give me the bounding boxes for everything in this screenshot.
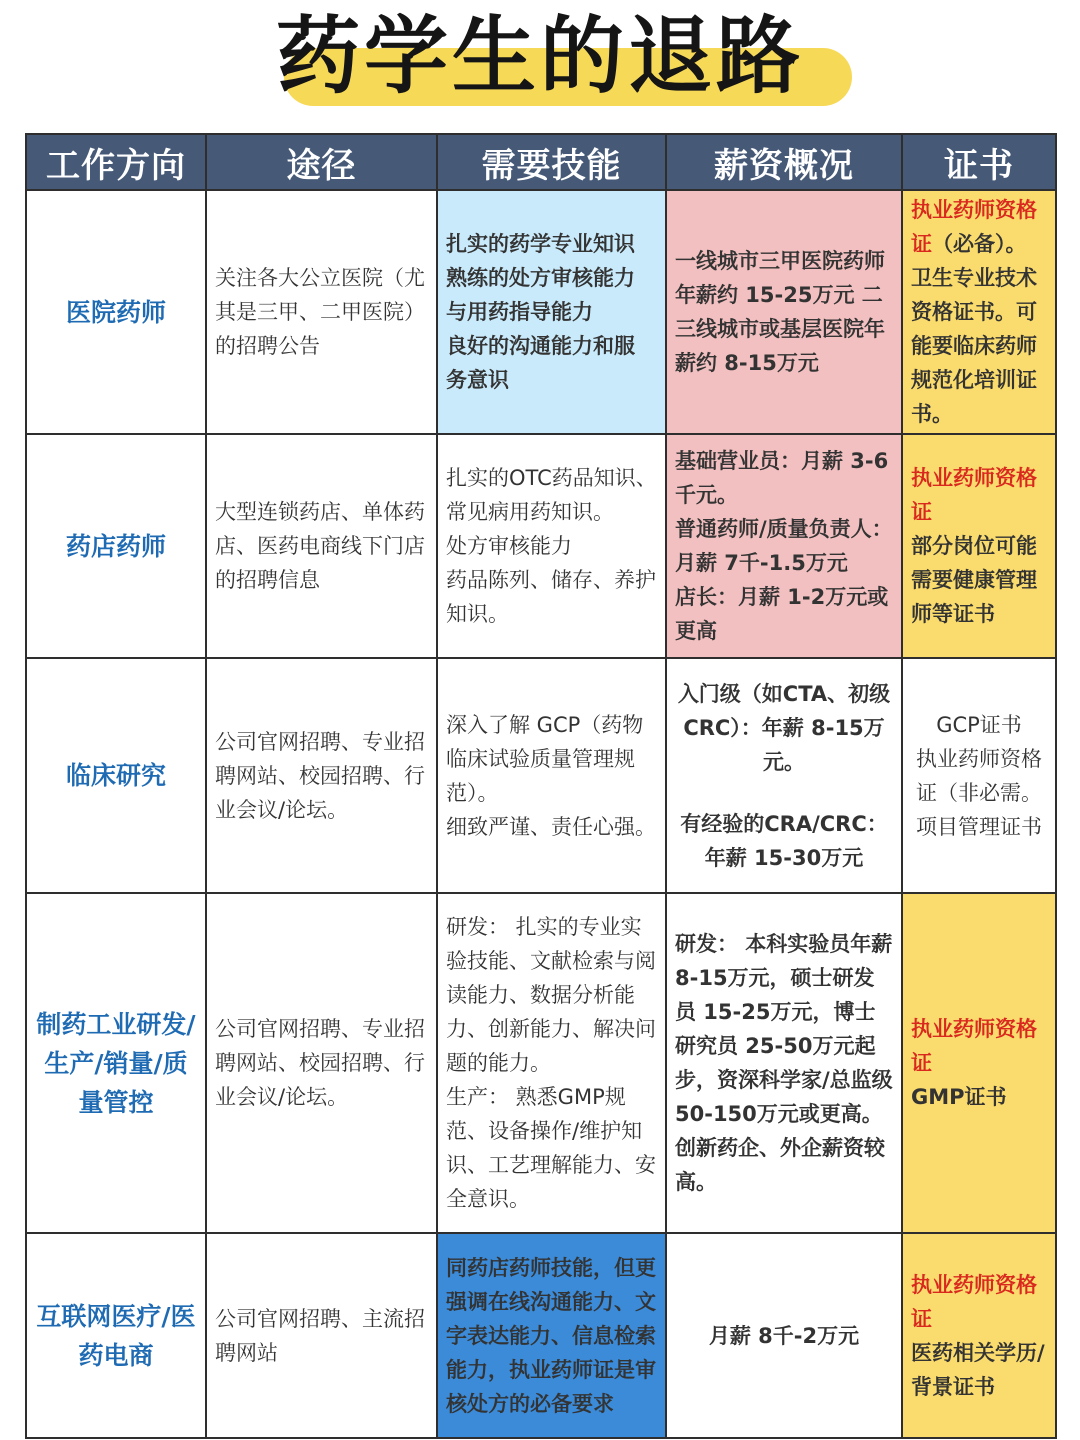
salary-cell: 研发： 本科实验员年薪 8-15万元，硕士研发员 15-25万元，博士研究员 25-50万元起步，资深科学家/总监级 50-150万元或更高。创新药企、外企薪资较高。 <box>666 893 902 1233</box>
skills-cell: 同药店药师技能，但更强调在线沟通能力、文字表达能力、信息检索能力，执业药师证是审核处方的必备要求 <box>437 1233 666 1438</box>
cert-cell <box>902 658 1056 893</box>
career-table <box>25 133 1057 1439</box>
cert-highlight: 执业药师资格证 <box>911 466 1037 524</box>
cert-text: 项目管理证书 <box>916 814 1042 839</box>
cert-text: 医药相关学历/背景证书 <box>911 1340 1045 1399</box>
skill-line: 熟练的处方审核能力 <box>446 266 635 290</box>
salary-line: 基础营业员：月薪 3-6千元。 <box>675 449 889 507</box>
header-route: 途径 <box>206 134 437 190</box>
skill-line: 扎实的药学专业知识 <box>446 232 635 256</box>
header-cert: 证书 <box>902 134 1056 190</box>
cert-text: GMP证书 <box>911 1085 1007 1109</box>
cert-cell <box>902 190 1056 434</box>
cert-highlight: 执业药师资格证 <box>911 198 1037 256</box>
header-skills: 需要技能 <box>437 134 666 190</box>
cert-highlight: 执业药师资格证 <box>911 1272 1037 1331</box>
table-row <box>26 1233 1056 1438</box>
route-cell: 大型连锁药店、单体药店、医药电商线下门店的招聘信息 <box>206 434 437 658</box>
table-row <box>26 893 1056 1233</box>
salary-cell: 月薪 8千-2万元 <box>666 1233 902 1438</box>
skill-line: 务意识 <box>446 368 509 392</box>
skill-line: 处方审核能力 <box>446 534 572 558</box>
direction-cell: 医院药师 <box>26 190 206 434</box>
salary-cell <box>666 658 902 893</box>
cert-text: 部分岗位可能需要健康管理师等证书 <box>911 534 1037 626</box>
salary-cell <box>666 434 902 658</box>
route-cell: 关注各大公立医院（尤其是三甲、二甲医院）的招聘公告 <box>206 190 437 434</box>
cert-text: GCP证书 <box>936 712 1022 737</box>
header-salary: 薪资概况 <box>666 134 902 190</box>
salary-line: 有经验的CRA/CRC：年薪 15-30万元 <box>680 811 888 870</box>
header-direction: 工作方向 <box>26 134 206 190</box>
cert-cell <box>902 1233 1056 1438</box>
salary-line: 店长：月薪 1-2万元或更高 <box>675 585 889 643</box>
cert-highlight: 执业药师资格证 <box>911 1017 1037 1075</box>
skill-line: 研发： 扎实的专业实验技能、文献检索与阅读能力、数据分析能力、创新能力、解决问题的能力。 <box>446 915 656 1075</box>
page-title: 药学生的退路 <box>275 7 804 105</box>
direction-cell: 药店药师 <box>26 434 206 658</box>
table-row <box>26 434 1056 658</box>
skill-line: 扎实的OTC药品知识、常见病用药知识。 <box>446 466 657 524</box>
cert-cell <box>902 893 1056 1233</box>
salary-cell: 一线城市三甲医院药师年薪约 15-25万元 二三线城市或基层医院年薪约 8-15万元 <box>666 190 902 434</box>
route-cell: 公司官网招聘、专业招聘网站、校园招聘、行业会议/论坛。 <box>206 658 437 893</box>
title-area <box>0 0 1080 125</box>
cert-cell <box>902 434 1056 658</box>
skill-line: 药品陈列、储存、养护知识。 <box>446 568 656 626</box>
direction-cell: 制药工业研发/生产/销量/质量管控 <box>26 893 206 1233</box>
skill-line: 良好的沟通能力和服 <box>446 334 635 358</box>
route-cell: 公司官网招聘、专业招聘网站、校园招聘、行业会议/论坛。 <box>206 893 437 1233</box>
salary-line: 入门级（如CTA、初级CRC）：年薪 8-15万元。 <box>677 681 891 774</box>
table-row <box>26 658 1056 893</box>
skill-line: 深入了解 GCP（药物临床试验质量管理规范）。 <box>446 712 644 805</box>
direction-cell: 临床研究 <box>26 658 206 893</box>
cert-text: （必备）。卫生专业技术资格证书。可能要临床药师规范化培训证书。 <box>911 232 1037 426</box>
route-cell: 公司官网招聘、主流招聘网站 <box>206 1233 437 1438</box>
table-row <box>26 190 1056 434</box>
skills-cell <box>437 893 666 1233</box>
skill-line: 生产： 熟悉GMP规范、设备操作/维护知识、工艺理解能力、安全意识。 <box>446 1085 656 1211</box>
salary-line: 普通药师/质量负责人：月薪 7千-1.5万元 <box>675 517 893 575</box>
skill-line: 细致严谨、责任心强。 <box>446 814 656 839</box>
header-row <box>26 134 1056 190</box>
skills-cell <box>437 190 666 434</box>
direction-cell: 互联网医疗/医药电商 <box>26 1233 206 1438</box>
skills-cell <box>437 434 666 658</box>
skill-line: 与用药指导能力 <box>446 300 593 324</box>
cert-text: 执业药师资格证（非必需。 <box>916 746 1042 805</box>
skills-cell <box>437 658 666 893</box>
